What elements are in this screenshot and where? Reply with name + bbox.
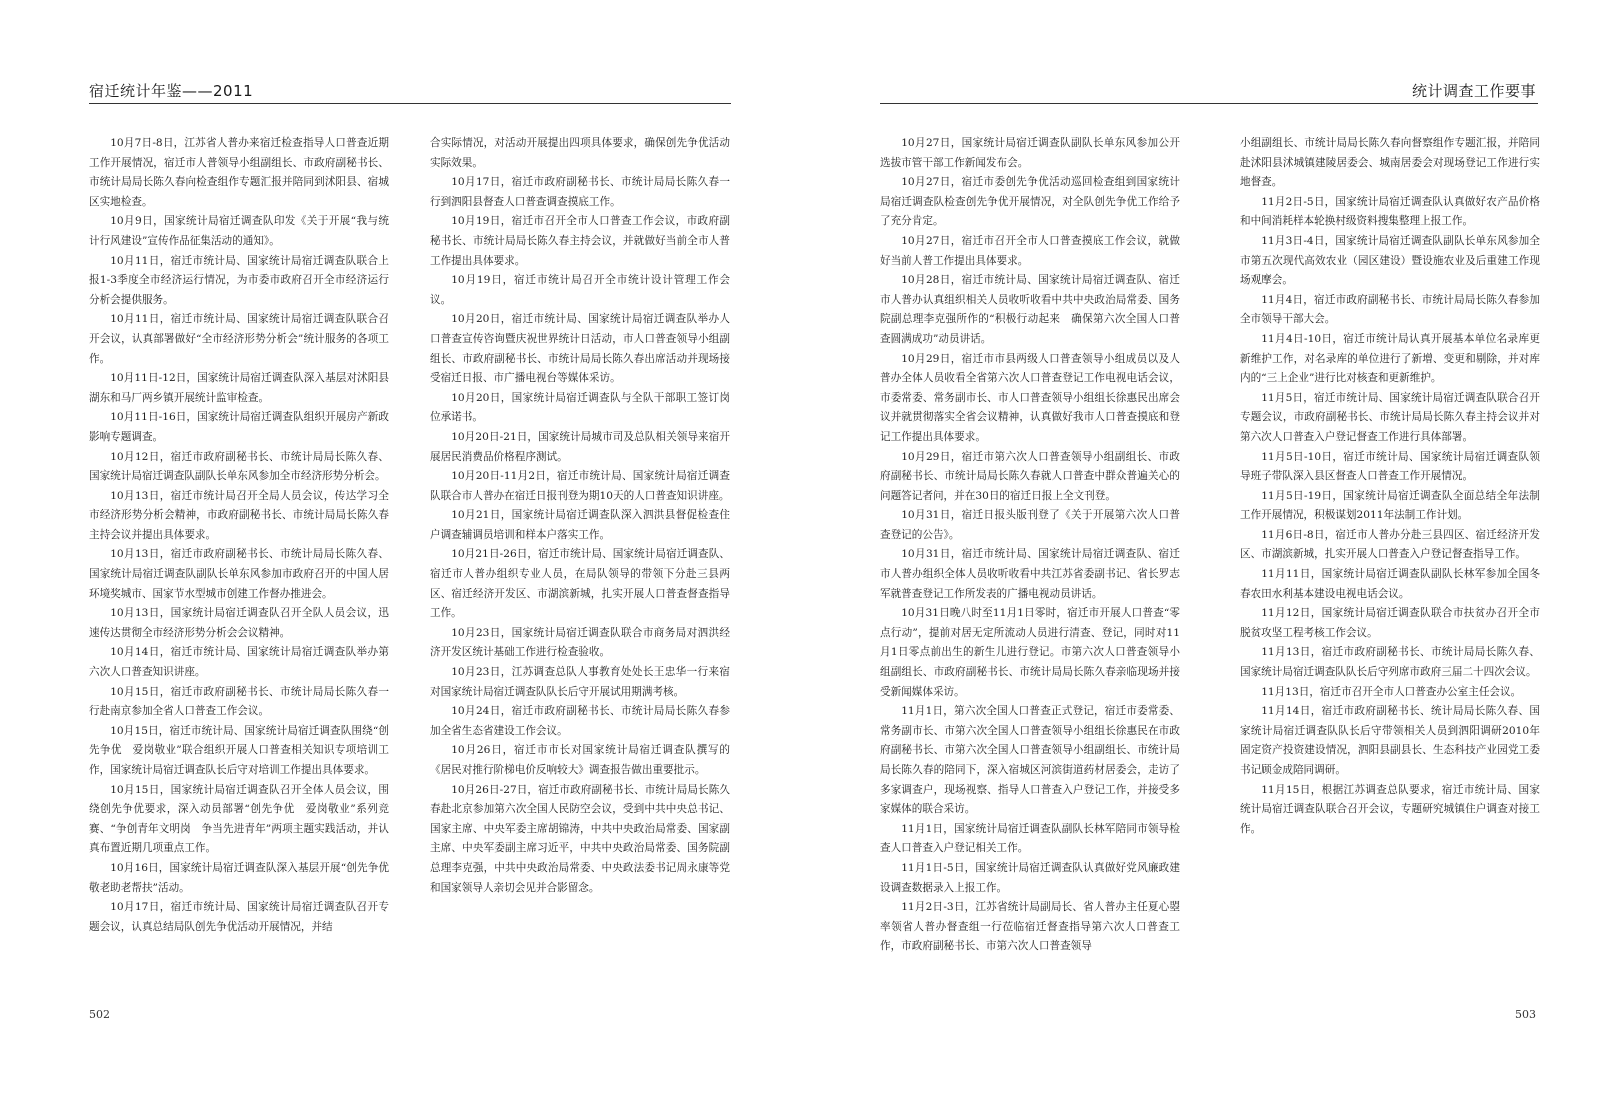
chronicle-entry: 10月11日-16日，国家统计局宿迁调查队组织开展房产新政影响专题调查。 [89, 411, 389, 443]
chronicle-entry: 10月16日，国家统计局宿迁调查队深入基层开展“创先争优敬老助老帮扶”活动。 [89, 861, 389, 894]
chronicle-entry: 10月13日，宿迁市政府副秘书长、市统计局局长陈久春、国家统计局宿迁调查队副队长单东风参加市政府召开的中国人居环境奖城市、国家节水型城市创建工作督办推进会。 [89, 548, 389, 600]
chronicle-entry: 11月12日，国家统计局宿迁调查队联合市扶贫办召开全市脱贫攻坚工程考核工作会议。 [1240, 607, 1540, 639]
chronicle-entry: 11月5日-19日，国家统计局宿迁调查队全面总结全年法制工作开展情况，积极谋划2011年法制工作计划。 [1240, 489, 1540, 522]
chronicle-entry: 11月6日-8日，宿迁市人普办分赴三县四区、宿迁经济开发区、市湖滨新城，扎实开展人口普查入户登记督查指导工作。 [1240, 528, 1540, 561]
chronicle-entry: 10月11日，宿迁市统计局、国家统计局宿迁调查队联合上报1-3季度全市经济运行情况，为市委市政府召开全市经济运行分析会提供服务。 [89, 254, 389, 306]
chronicle-entry: 11月3日-4日，国家统计局宿迁调查队副队长单东风参加全市第五次现代高效农业（园区建设）暨设施农业及后重建工作现场观摩会。 [1240, 234, 1540, 287]
chronicle-entry: 11月4日，宿迁市政府副秘书长、市统计局局长陈久春参加全市领导干部大会。 [1240, 293, 1540, 326]
chronicle-entry: 10月20日，国家统计局宿迁调查队与全队干部职工签订岗位承诺书。 [430, 391, 730, 424]
chronicle-entry: 10月11日，宿迁市统计局、国家统计局宿迁调查队联合召开会议，认真部署做好“全市经济形势分析会”统计服务的各项工作。 [89, 313, 389, 365]
chronicle-entry: 11月13日，宿迁市召开全市人口普查办公室主任会议。 [1261, 685, 1522, 698]
chronicle-entry: 11月1日，国家统计局宿迁调查队副队长林军陪同市领导检查人口普查入户登记相关工作。 [880, 822, 1180, 855]
chronicle-entry: 10月14日，宿迁市统计局、国家统计局宿迁调查队举办第六次人口普查知识讲座。 [89, 646, 389, 679]
chronicle-entry: 10月29日，宿迁市第六次人口普查领导小组副组长、市政府副秘书长、市统计局局长陈久春就人口普查中群众普遍关心的问题答记者问，并在30日的宿迁日报上全文刊登。 [880, 450, 1180, 502]
chronicle-entry: 11月1日-5日，国家统计局宿迁调查队认真做好党风廉政建设调查数据录入上报工作。 [880, 861, 1180, 894]
chronicle-entry: 10月17日，宿迁市统计局、国家统计局宿迁调查队召开专题会议，认真总结局队创先争优活动开展情况，并结 [89, 901, 389, 933]
chronicle-entry: 10月19日，宿迁市统计局召开全市统计设计管理工作会议。 [430, 274, 730, 306]
chronicle-entry: 11月5日-10日，宿迁市统计局、国家统计局宿迁调查队领导班子带队深入县区督查人口普查工作开展情况。 [1240, 450, 1540, 483]
chronicle-entry: 10月20日-11月2日，宿迁市统计局、国家统计局宿迁调查队联合市人普办在宿迁日报刊登为期10天的人口普查知识讲座。 [430, 470, 730, 502]
chronicle-entry: 11月2日-5日，国家统计局宿迁调查队认真做好农产品价格和中间消耗样本轮换村级资料搜集整理上报工作。 [1240, 195, 1540, 228]
text-column-4 [1240, 134, 1540, 839]
chronicle-entry: 10月31日，宿迁市统计局、国家统计局宿迁调查队、宿迁市人普办组织全体人员收听收看中共江苏省委副书记、省长罗志军就普查登记工作所发表的广播电视动员讲话。 [880, 548, 1180, 600]
chronicle-entry: 10月7日-8日，江苏省人普办来宿迁检查指导人口普查近期工作开展情况，宿迁市人普领导小组副组长、市政府副秘书长、市统计局局长陈久春向检查组作专题汇报并陪同到沭阳县、宿城区实地检查。 [89, 137, 389, 208]
chronicle-entry: 10月20日-21日，国家统计局城市司及总队相关领导来宿开展居民消费品价格程序测试。 [430, 430, 730, 463]
chronicle-entry: 10月31日，宿迁日报头版刊登了《关于开展第六次人口普查登记的公告》。 [880, 509, 1180, 541]
text-column-1 [89, 134, 389, 937]
chronicle-entry: 合实际情况，对活动开展提出四项具体要求，确保创先争优活动实际效果。 [430, 137, 730, 169]
chronicle-entry: 10月15日，国家统计局宿迁调查队召开全体人员会议，围绕创先争优要求，深入动员部署“创先争优 爱岗敬业”系列竞赛、“争创青年文明岗 争当先进青年”两项主题实践活动，并认真布置近期几项重点工作。 [89, 783, 389, 855]
chronicle-entry: 10月21日，国家统计局宿迁调查队深入泗洪县督促检查住户调查辅调员培训和样本户落实工作。 [430, 509, 730, 541]
running-head: 宿迁统计年鉴——2011 [89, 82, 254, 100]
chronicle-entry: 11月2日-3日，江苏省统计局副局长、省人普办主任夏心曌率领省人普办督查组一行莅临宿迁督查指导第六次人口普查工作，市政府副秘书长、市第六次人口普查领导 [880, 901, 1180, 953]
chronicle-entry: 10月31日晚八时至11月1日零时，宿迁市开展人口普查“零点行动”，提前对居无定所流动人员进行清查、登记，同时对11月1日零点前出生的新生儿进行登记。市第六次人口普查领导小组副组长、市政府副秘书长、市统计局局长陈久春亲临现场并接受新闻媒体采访。 [880, 607, 1180, 698]
text-column-3 [880, 134, 1180, 957]
chronicle-entry: 10月21日-26日，宿迁市统计局、国家统计局宿迁调查队、宿迁市人普办组织专业人员，在局队领导的带领下分赴三县两区、宿迁经济开发区、市湖滨新城，扎实开展人口普查督查指导工作。 [430, 548, 730, 620]
text-column-2 [430, 134, 730, 898]
chronicle-entry: 10月28日，宿迁市统计局、国家统计局宿迁调查队、宿迁市人普办认真组织相关人员收听收看中共中央政治局常委、国务院副总理李克强所作的“积极行动起来 确保第六次全国人口普查圆满成功”动员讲话。 [880, 274, 1180, 345]
chronicle-entry: 10月24日，宿迁市政府副秘书长、市统计局局长陈久春参加全省生态省建设工作会议。 [430, 705, 730, 737]
page-number: 503 [1515, 1008, 1536, 1021]
chronicle-entry: 11月11日，国家统计局宿迁调查队副队长林军参加全国冬春农田水利基本建设电视电话会议。 [1240, 568, 1540, 600]
chronicle-entry: 10月27日，国家统计局宿迁调查队副队长单东风参加公开选拔市管干部工作新闻发布会。 [880, 137, 1180, 169]
chronicle-entry: 10月20日，宿迁市统计局、国家统计局宿迁调查队举办人口普查宣传咨询暨庆祝世界统计日活动，市人口普查领导小组副组长、市政府副秘书长、市统计局局长陈久春出席活动并现场接受宿迁日报、市广播电视台等媒体采访。 [430, 313, 730, 385]
chronicle-entry: 10月12日，宿迁市政府副秘书长、市统计局局长陈久春、国家统计局宿迁调查队副队长单东风参加全市经济形势分析会。 [89, 450, 389, 483]
chronicle-entry: 10月13日，宿迁市统计局召开全局人员会议，传达学习全市经济形势分析会精神，市政府副秘书长、市统计局局长陈久春主持会议并提出具体要求。 [89, 489, 389, 541]
chronicle-entry: 11月13日，宿迁市政府副秘书长、市统计局局长陈久春、国家统计局宿迁调查队队长后守列席市政府三届二十四次会议。 [1240, 646, 1540, 679]
chronicle-entry: 10月15日，宿迁市政府副秘书长、市统计局局长陈久春一行赴南京参加全省人口普查工作会议。 [89, 685, 389, 718]
chronicle-entry: 10月13日，国家统计局宿迁调查队召开全队人员会议，迅速传达贯彻全市经济形势分析会会议精神。 [89, 607, 389, 639]
chronicle-entry: 10月23日，国家统计局宿迁调查队联合市商务局对泗洪经济开发区统计基础工作进行检查验收。 [430, 626, 730, 659]
chronicle-entry: 小组副组长、市统计局局长陈久春向督察组作专题汇报，并陪同赴沭阳县沭城镇建陵居委会、城南居委会对现场登记工作进行实地督查。 [1240, 137, 1540, 189]
chronicle-entry: 10月26日-27日，宿迁市政府副秘书长、市统计局局长陈久春赴北京参加第六次全国人民防空会议，受到中共中央总书记、国家主席、中央军委主席胡锦涛，中共中央政治局常委、国家副主席、中央军委副主席习近平，中共中央政治局常委、国务院副总理李克强，中共中央政治局常委、中央政法委书记周永康等党和国家领导人亲切会见并合影留念。 [430, 783, 730, 894]
chronicle-entry: 10月15日，宿迁市统计局、国家统计局宿迁调查队围绕“创先争优 爱岗敬业”联合组织开展人口普查相关知识专项培训工作，国家统计局宿迁调查队长后守对培训工作提出具体要求。 [89, 724, 389, 776]
chronicle-entry: 10月17日，宿迁市政府副秘书长、市统计局局长陈久春一行到泗阳县督查人口普查调查摸底工作。 [430, 176, 730, 208]
chronicle-entry: 11月15日，根据江苏调查总队要求，宿迁市统计局、国家统计局宿迁调查队联合召开会议，专题研究城镇住户调查对接工作。 [1240, 783, 1540, 835]
chronicle-entry: 10月27日，宿迁市召开全市人口普查摸底工作会议，就做好当前人普工作提出具体要求。 [880, 234, 1180, 267]
chronicle-entry: 10月9日，国家统计局宿迁调查队印发《关于开展“我与统计行风建设”宣传作品征集活动的通知》。 [89, 215, 389, 247]
chronicle-entry: 10月19日，宿迁市召开全市人口普查工作会议，市政府副秘书长、市统计局局长陈久春主持会议，并就做好当前全市人普工作提出具体要求。 [430, 215, 730, 267]
left-page [0, 0, 800, 1099]
header-rule [880, 103, 1538, 104]
chronicle-entry: 10月23日，江苏调查总队人事教育处处长王忠华一行来宿对国家统计局宿迁调查队队长后守开展试用期满考核。 [430, 666, 730, 698]
right-page [806, 0, 1609, 1099]
chronicle-entry: 10月27日，宿迁市委创先争优活动巡回检查组到国家统计局宿迁调查队检查创先争优开展情况，对全队创先争优工作给予了充分肯定。 [880, 176, 1180, 228]
chronicle-entry: 10月11日-12日，国家统计局宿迁调查队深入基层对沭阳县湖东和马厂两乡镇开展统计监审检查。 [89, 372, 389, 404]
page-number: 502 [89, 1008, 110, 1021]
chronicle-entry: 10月26日，宿迁市市长对国家统计局宿迁调查队撰写的《居民对推行阶梯电价反响较大》调查报告做出重要批示。 [430, 744, 730, 776]
header-rule [89, 103, 731, 104]
chronicle-entry: 10月29日，宿迁市市县两级人口普查领导小组成员以及人普办全体人员收看全省第六次人口普查登记工作电视电话会议，市委常委、常务副市长、市人口普查领导小组组长徐惠民出席会议并就贯彻落实全省会议精神，认真做好我市人口普查摸底和登记工作提出具体要求。 [880, 352, 1180, 443]
running-head: 统计调查工作要事 [1411, 82, 1536, 100]
chronicle-entry: 11月5日，宿迁市统计局、国家统计局宿迁调查队联合召开专题会议，市政府副秘书长、市统计局局长陈久春主持会议并对第六次人口普查入户登记督查工作进行具体部署。 [1240, 391, 1540, 443]
chronicle-entry: 11月1日，第六次全国人口普查正式登记，宿迁市委常委、常务副市长、市第六次全国人口普查领导小组组长徐惠民在市政府副秘书长、市第六次全国人口普查领导小组副组长、市统计局局长陈久春的陪同下，深入宿城区河滨街道药材居委会，走访了多家调查户，现场视察、指导人口普查入户登记工作，并接受多家媒体的联合采访。 [880, 705, 1180, 816]
chronicle-entry: 11月14日，宿迁市政府副秘书长、统计局局长陈久春、国家统计局宿迁调查队队长后守带领相关人员到泗阳调研2010年固定资产投资建设情况，泗阳县副县长、生态科技产业园党工委书记顾金成陪同调研。 [1240, 705, 1540, 776]
chronicle-entry: 11月4日-10日，宿迁市统计局认真开展基本单位名录库更新维护工作，对名录库的单位进行了新增、变更和剔除，并对库内的“三上企业”进行比对核查和更新维护。 [1240, 332, 1540, 385]
